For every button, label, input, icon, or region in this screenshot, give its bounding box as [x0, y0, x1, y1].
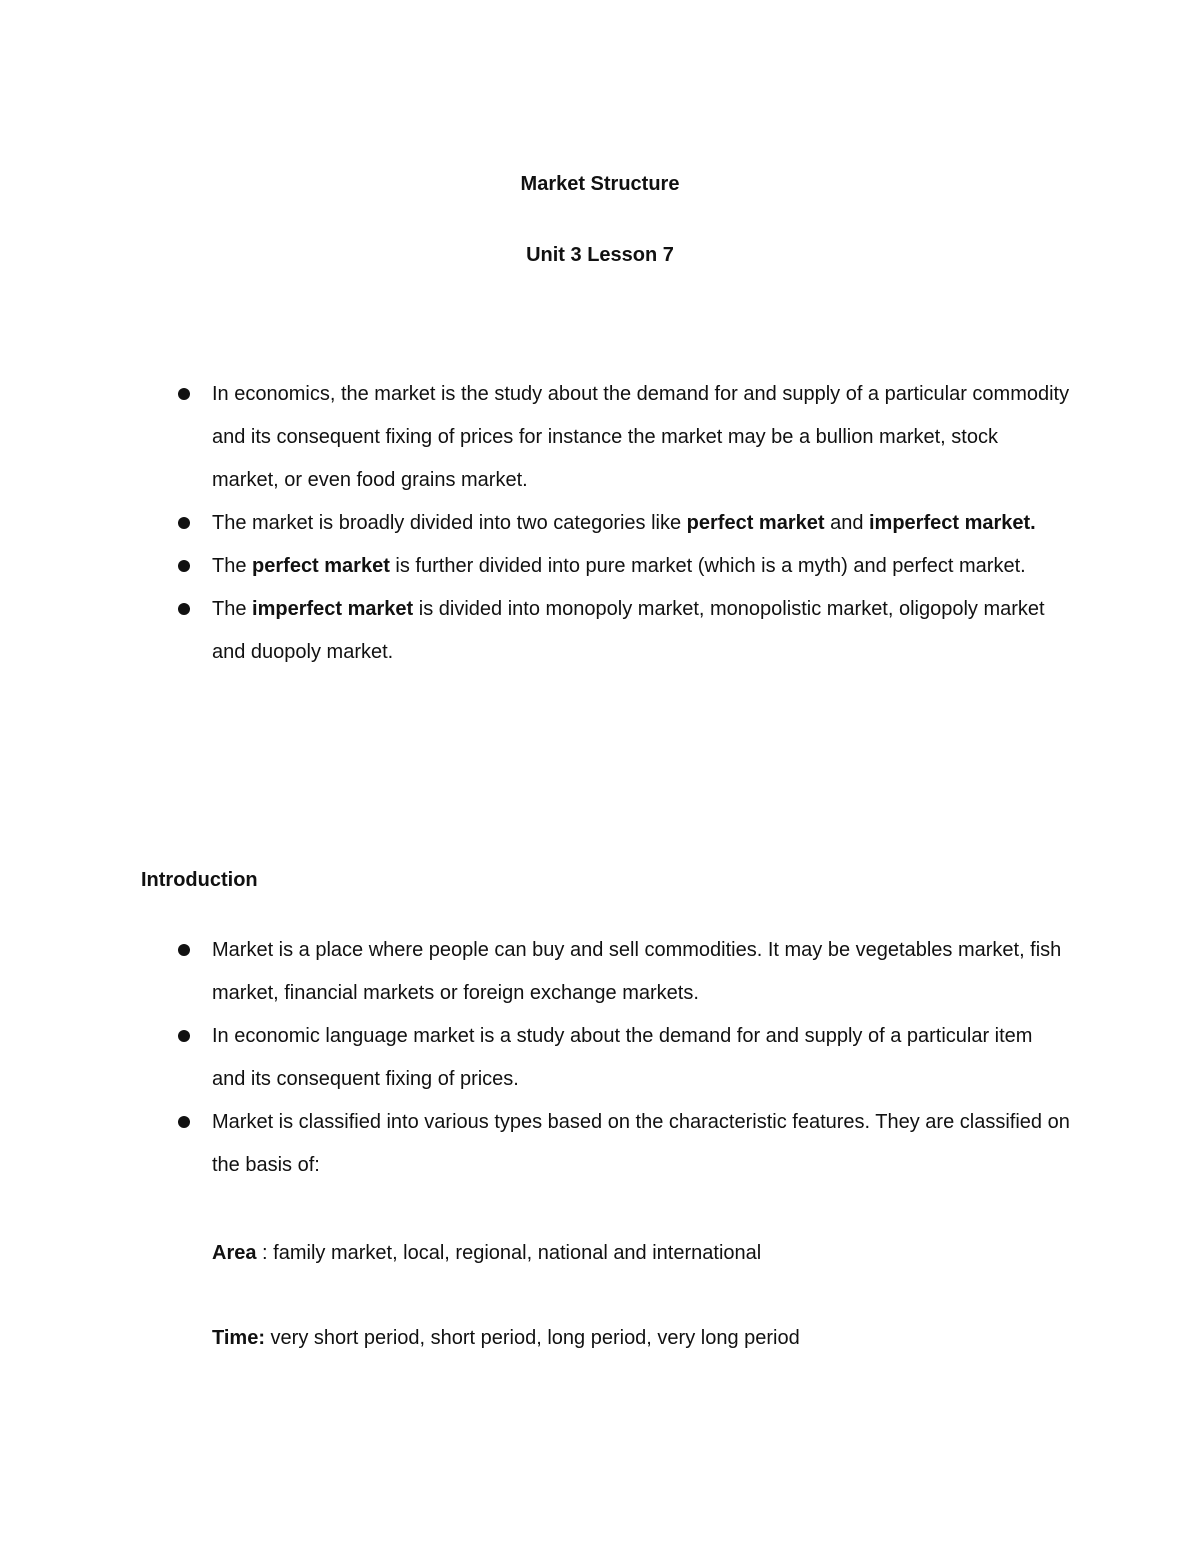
- bullet-icon: [178, 1030, 190, 1042]
- list-item: [0, 1101, 1200, 1187]
- classification-separator: :: [256, 1242, 274, 1264]
- bullet-icon: [178, 517, 190, 529]
- bullet-text: In economics, the market is the study about the demand for and supply of a particular commodity and its consequent fixing of prices for instance the market may be a bullion market, stock market, or even food grains market.: [212, 383, 1070, 491]
- classification-time: [212, 1326, 800, 1350]
- bold-term: perfect market: [686, 512, 825, 534]
- classification-area: [212, 1241, 761, 1265]
- bullet-text-end: is further divided into pure market (which is a myth) and perfect market.: [389, 555, 1026, 577]
- list-item: [0, 929, 1200, 1015]
- list-item: [0, 373, 1200, 502]
- bullet-icon: [178, 388, 190, 400]
- document-title: Market Structure: [520, 173, 680, 195]
- introduction-bullet-list: [0, 929, 1200, 1187]
- bullet-text-start: The: [212, 598, 253, 620]
- bullet-text-start: The market is broadly divided into two categories like: [212, 512, 687, 534]
- bullet-icon: [178, 1116, 190, 1128]
- introduction-heading: Introduction: [141, 869, 258, 891]
- list-item: [0, 545, 1200, 588]
- list-item: [0, 1015, 1200, 1101]
- list-item: [0, 588, 1200, 674]
- classification-text: family market, local, regional, national and international: [273, 1242, 762, 1264]
- bullet-icon: [178, 944, 190, 956]
- bullet-text-middle: and: [824, 512, 869, 534]
- bullet-text: In economic language market is a study about the demand for and supply of a particular item and its consequent fixing of prices.: [212, 1025, 1033, 1090]
- bold-term: imperfect market.: [869, 512, 1036, 534]
- classification-label: Area: [212, 1242, 257, 1264]
- bullet-text-end: is divided into monopoly market, monopolistic market, oligopoly market and duopoly market.: [212, 598, 1045, 663]
- classification-text: very short period, short period, long period, very long period: [270, 1327, 800, 1349]
- bullet-text: Market is a place where people can buy and sell commodities. It may be vegetables market, fish market, financial markets or foreign exchange markets.: [212, 939, 1062, 1004]
- bullet-icon: [178, 560, 190, 572]
- bold-term: perfect market: [252, 555, 390, 577]
- bullet-text: Market is classified into various types based on the characteristic features. They are classified on the basis of:: [212, 1111, 1070, 1176]
- overview-bullet-list: [0, 373, 1200, 674]
- classification-label: Time:: [212, 1327, 265, 1349]
- bullet-icon: [178, 603, 190, 615]
- bullet-text-start: The: [212, 555, 253, 577]
- document-subtitle: Unit 3 Lesson 7: [526, 244, 674, 266]
- bold-term: imperfect market: [252, 598, 414, 620]
- list-item: [0, 502, 1200, 545]
